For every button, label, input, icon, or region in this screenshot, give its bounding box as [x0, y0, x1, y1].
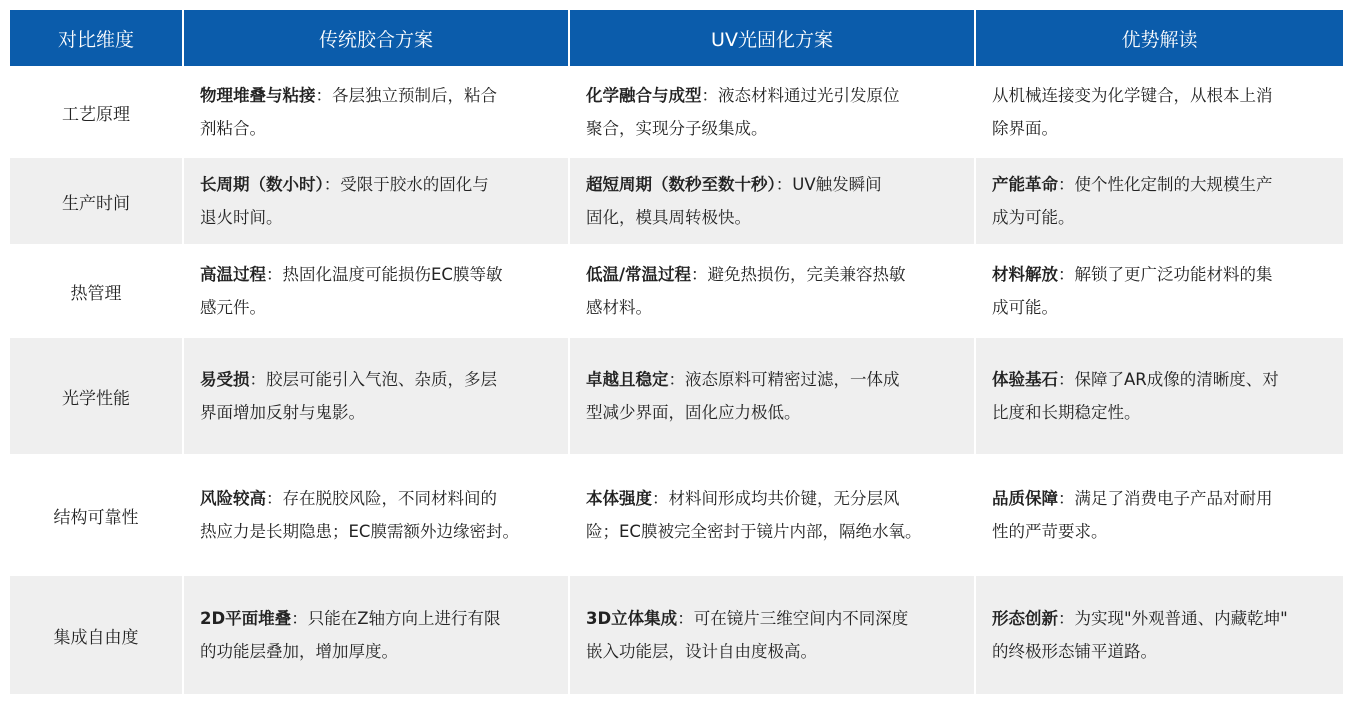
- dimension-label: 集成自由度: [53, 627, 139, 648]
- table-row: [10, 456, 1343, 574]
- table-row: [10, 68, 1343, 156]
- cell-highlight: 卓越且稳定: [586, 370, 669, 389]
- cell-text: ：为实现"外观普通、内藏乾坤": [1058, 609, 1288, 628]
- cell-text: 比度和长期稳定性。: [992, 403, 1141, 422]
- header-cell: UV光固化方案: [570, 10, 974, 66]
- cell-highlight: 化学融合与成型: [586, 86, 702, 105]
- dimension-cell: [10, 338, 182, 454]
- table-cell: [976, 338, 1343, 454]
- comparison-table: [10, 10, 1343, 696]
- table-cell: [976, 456, 1343, 574]
- dimension-cell: [10, 456, 182, 574]
- cell-highlight: 风险较高: [200, 489, 266, 508]
- table-cell: [184, 456, 568, 574]
- cell-text: ：各层独立预制后，粘合: [315, 86, 497, 105]
- cell-text: ：解锁了更广泛功能材料的集: [1058, 265, 1273, 284]
- table-cell: [570, 158, 974, 244]
- cell-text: ：液态材料通过光引发原位: [701, 86, 900, 105]
- cell-text: 的功能层叠加，增加厚度。: [200, 642, 398, 661]
- cell-text: ：满足了消费电子产品对耐用: [1058, 489, 1273, 508]
- cell-text: 从机械连接变为化学键合，从根本上消: [992, 86, 1273, 105]
- cell-highlight: 形态创新: [992, 609, 1058, 628]
- cell-text: 热应力是长期隐患；EC膜需额外边缘密封。: [200, 522, 519, 541]
- cell-text: 界面增加反射与鬼影。: [200, 403, 365, 422]
- cell-text: ：保障了AR成像的清晰度、对: [1058, 370, 1279, 389]
- cell-text: 成为可能。: [992, 208, 1075, 227]
- table-row: [10, 158, 1343, 244]
- cell-text: 退火时间。: [200, 208, 283, 227]
- table-header: [10, 10, 1343, 66]
- cell-text: ：避免热损伤，完美兼容热敏: [691, 265, 906, 284]
- dimension-cell: [10, 576, 182, 694]
- table-cell: [184, 68, 568, 156]
- cell-text: 嵌入功能层，设计自由度极高。: [586, 642, 817, 661]
- table-cell: [184, 338, 568, 454]
- cell-highlight: 本体强度: [586, 489, 652, 508]
- cell-highlight: 体验基石: [992, 370, 1058, 389]
- table-cell: [570, 576, 974, 694]
- cell-text: 剂粘合。: [200, 119, 266, 138]
- cell-text: 聚合，实现分子级集成。: [586, 119, 768, 138]
- cell-highlight: 材料解放: [992, 265, 1058, 284]
- dimension-label: 热管理: [70, 283, 122, 304]
- cell-highlight: 超短周期（数秒至数十秒）: [586, 175, 776, 194]
- table-cell: [570, 456, 974, 574]
- cell-text: ：热固化温度可能损伤EC膜等敏: [266, 265, 503, 284]
- cell-text: 型减少界面，固化应力极低。: [586, 403, 801, 422]
- table-row: [10, 246, 1343, 336]
- dimension-label: 工艺原理: [62, 104, 130, 125]
- cell-highlight: 长周期（数小时）: [200, 175, 324, 194]
- table-cell: [570, 246, 974, 336]
- cell-text: ：胶层可能引入气泡、杂质，多层: [249, 370, 497, 389]
- cell-text: 险；EC膜被完全密封于镜片内部，隔绝水氧。: [586, 522, 922, 541]
- dimension-cell: [10, 246, 182, 336]
- header-cell: 对比维度: [10, 10, 182, 66]
- cell-text: ：材料间形成均共价键，无分层风: [652, 489, 900, 508]
- cell-highlight: 高温过程: [200, 265, 266, 284]
- cell-text: ：受限于胶水的固化与: [323, 175, 489, 194]
- table-cell: [976, 158, 1343, 244]
- cell-text: ：存在脱胶风险，不同材料间的: [266, 489, 497, 508]
- header-cell: 传统胶合方案: [184, 10, 568, 66]
- cell-highlight: 3D立体集成: [586, 609, 678, 628]
- cell-text: ：只能在Z轴方向上进行有限: [291, 609, 501, 628]
- table-cell: [184, 246, 568, 336]
- cell-text: 固化，模具周转极快。: [586, 208, 751, 227]
- dimension-cell: [10, 158, 182, 244]
- cell-text: ：UV触发瞬间: [775, 175, 882, 194]
- cell-text: 的终极形态铺平道路。: [992, 642, 1157, 661]
- table-cell: [184, 158, 568, 244]
- cell-text: 感元件。: [200, 298, 266, 317]
- cell-text: 除界面。: [992, 119, 1058, 138]
- table-cell: [976, 246, 1343, 336]
- dimension-label: 光学性能: [62, 388, 130, 409]
- cell-highlight: 2D平面堆叠: [200, 609, 292, 628]
- table-cell: [570, 68, 974, 156]
- cell-highlight: 易受损: [200, 370, 250, 389]
- table-cell: [570, 338, 974, 454]
- cell-text: ：使个性化定制的大规模生产: [1058, 175, 1273, 194]
- cell-highlight: 品质保障: [992, 489, 1058, 508]
- cell-text: ：液态原料可精密过滤，一体成: [668, 370, 900, 389]
- cell-text: 性的严苛要求。: [992, 522, 1108, 541]
- table-cell: [184, 576, 568, 694]
- dimension-cell: [10, 68, 182, 156]
- cell-highlight: 物理堆叠与粘接: [200, 86, 316, 105]
- table-row: [10, 338, 1343, 454]
- table-row: [10, 576, 1343, 694]
- cell-text: 成可能。: [992, 298, 1058, 317]
- cell-text: ：可在镜片三维空间内不同深度: [677, 609, 909, 628]
- dimension-label: 结构可靠性: [53, 507, 139, 528]
- dimension-label: 生产时间: [62, 193, 130, 214]
- table-cell: [976, 68, 1343, 156]
- table-cell: [976, 576, 1343, 694]
- cell-text: 感材料。: [586, 298, 652, 317]
- cell-highlight: 产能革命: [992, 175, 1058, 194]
- header-cell: 优势解读: [976, 10, 1343, 66]
- cell-highlight: 低温/常温过程: [586, 265, 692, 284]
